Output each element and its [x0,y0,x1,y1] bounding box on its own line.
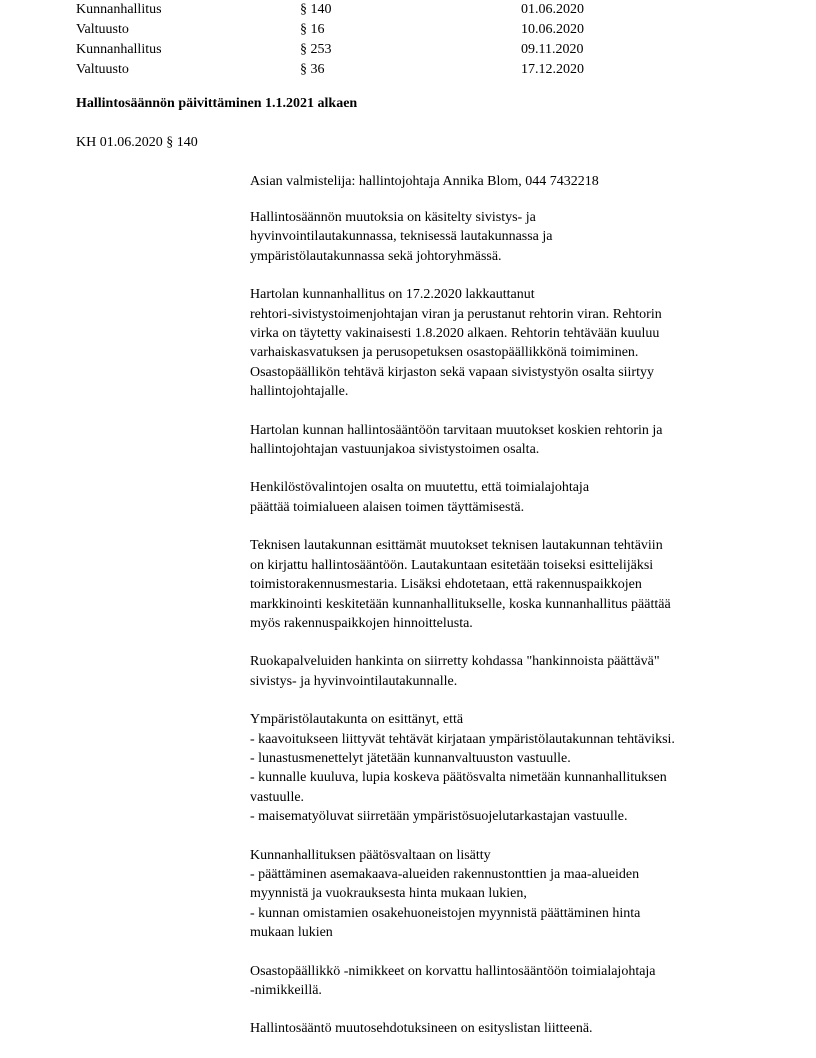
body-paragraph [250,208,750,266]
paragraph-line: - kunnan omistamien osakehuoneistojen myynnistä päättäminen hinta [250,905,641,921]
paragraph-line: Hartolan kunnan hallintosääntöön tarvitaan muutokset koskien rehtorin ja [250,422,663,438]
body-paragraph [250,285,750,401]
history-date: 10.06.2020 [521,22,584,37]
preparer-line: Asian valmistelija: hallintojohtaja Annika Blom, 044 7432218 [250,174,599,189]
paragraph-line: rehtori-sivistystoimenjohtajan viran ja perustanut rehtorin viran. Rehtorin [250,306,662,322]
paragraph-line: sivistys- ja hyvinvointilautakunnalle. [250,673,458,689]
paragraph-line: varhaiskasvatuksen ja perusopetuksen osastopäällikkönä toimiminen. [250,345,639,361]
paragraph-line: - kunnalle kuuluva, lupia koskeva päätösvalta nimetään kunnanhallituksen [250,770,667,786]
paragraph-line: Hallintosääntö muutosehdotuksineen on esityslistan liitteenä. [250,1021,593,1037]
body-paragraph [250,478,750,517]
document-title: Hallintosäännön päivittäminen 1.1.2021 alkaen [76,96,358,111]
body-paragraph [250,1019,750,1038]
paragraph-line: Ruokapalveluiden hankinta on siirretty kohdassa "hankinnoista päättävä" [250,654,660,670]
paragraph-line: hallintojohtajalle. [250,384,349,400]
paragraph-line: - kaavoitukseen liittyvät tehtävät kirjataan ympäristölautakunnan tehtäviksi. [250,731,675,747]
history-date: 17.12.2020 [521,62,584,77]
paragraph-line: Hartolan kunnanhallitus on 17.2.2020 lakkauttanut [250,287,535,303]
history-date: 01.06.2020 [521,2,584,17]
paragraph-line: vastuulle. [250,789,305,805]
history-body: Valtuusto [76,62,129,77]
history-body: Kunnanhallitus [76,2,162,17]
body-paragraph [250,421,750,460]
paragraph-line: myynnistä ja vuokrauksesta hinta mukaan lukien, [250,886,527,902]
paragraph-line: mukaan lukien [250,925,333,941]
paragraph-line: - lunastusmenettelyt jätetään kunnanvaltuuston vastuulle. [250,750,571,766]
history-row [76,20,716,40]
paragraph-line: -nimikkeillä. [250,983,322,998]
paragraph-line: Henkilöstövalintojen osalta on muutettu, että toimialajohtaja [250,480,590,496]
body-paragraph [250,710,750,826]
history-section: § 140 [300,2,332,17]
paragraph-line: myös rakennuspaikkojen hinnoittelusta. [250,615,473,631]
paragraph-line: Teknisen lautakunnan esittämät muutokset teknisen lautakunnan tehtäviin [250,538,663,554]
body-paragraph [250,536,750,633]
paragraph-line: markkinointi keskitetään kunnanhallitukselle, koska kunnanhallitus päättää [250,596,671,612]
history-date: 09.11.2020 [521,42,584,57]
paragraph-line: hallintojohtajan vastuunjakoa sivistystoimen osalta. [250,442,540,458]
history-section: § 36 [300,62,325,77]
paragraph-line: Osastopäällikön tehtävä kirjaston sekä vapaan sivistystyön osalta siirtyy [250,364,654,380]
paragraph-line: Hallintosäännön muutoksia on käsitelty sivistys- ja [250,210,536,225]
body-paragraph [250,652,750,691]
history-row [76,40,716,60]
paragraph-line: - maisematyöluvat siirretään ympäristösuojelutarkastajan vastuulle. [250,809,628,825]
meeting-reference: KH 01.06.2020 § 140 [76,135,198,150]
paragraph-line: Osastopäällikkö -nimikkeet on korvattu hallintosääntöön toimialajohtaja [250,963,656,979]
paragraph-line: Ympäristölautakunta on esittänyt, että [250,712,464,728]
paragraph-line: virka on täytetty vakinaisesti 1.8.2020 alkaen. Rehtorin tehtävään kuuluu [250,326,660,342]
paragraph-line: päättää toimialueen alaisen toimen täyttämisestä. [250,499,525,515]
paragraph-line: ympäristölautakunnassa sekä johtoryhmässä. [250,248,502,264]
history-row [76,60,716,80]
body-paragraph [250,962,750,1001]
paragraph-line: hyvinvointilautakunnassa, teknisessä lautakunnassa ja [250,229,553,245]
paragraph-line: on kirjattu hallintosääntöön. Lautakuntaan esitetään toiseksi esittelijäksi [250,557,654,573]
decision-history-table [76,0,716,80]
body-paragraph [250,846,750,943]
history-row [76,0,716,20]
document-body [250,208,750,1058]
history-section: § 253 [300,42,332,57]
paragraph-line: toimistorakennusmestaria. Lisäksi ehdotetaan, että rakennuspaikkojen [250,577,642,593]
history-section: § 16 [300,22,325,37]
history-body: Valtuusto [76,22,129,37]
history-body: Kunnanhallitus [76,42,162,57]
paragraph-line: - päättäminen asemakaava-alueiden rakennustonttien ja maa-alueiden [250,866,640,882]
paragraph-line: Kunnanhallituksen päätösvaltaan on lisätty [250,847,491,863]
